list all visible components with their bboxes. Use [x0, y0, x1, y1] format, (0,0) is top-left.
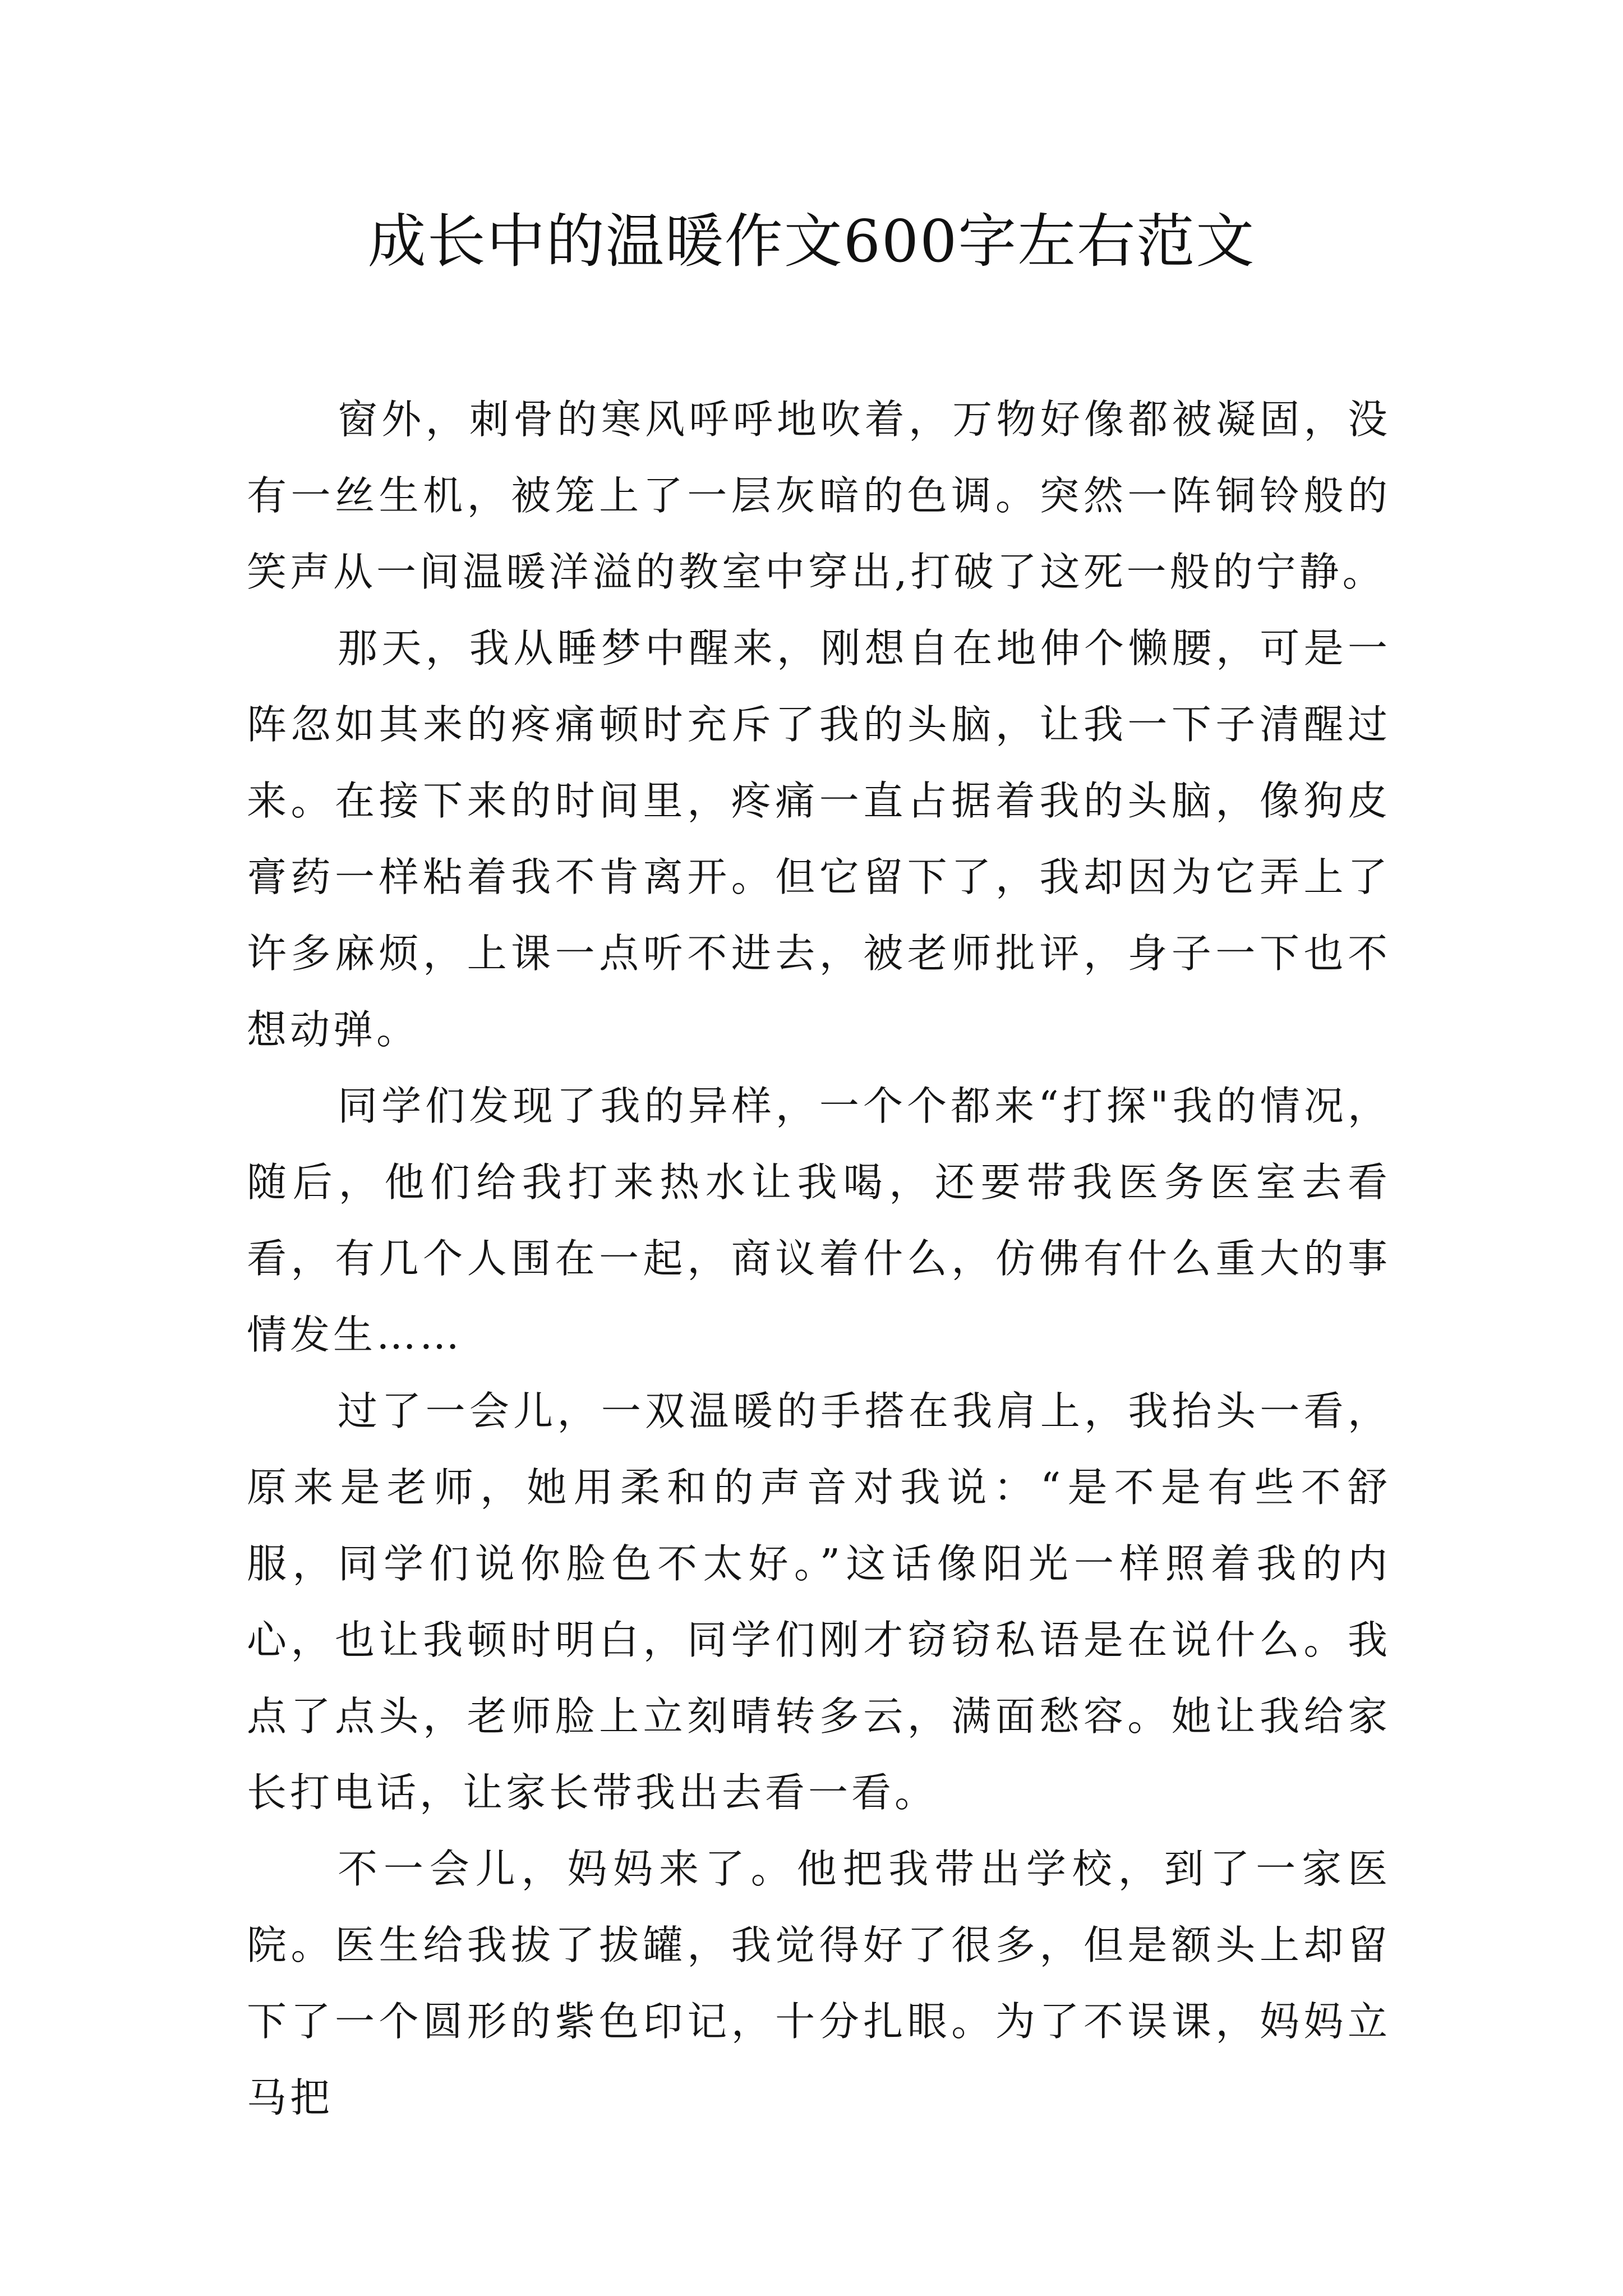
paragraph-1: 窗外，刺骨的寒风呼呼地吹着，万物好像都被凝固，没有一丝生机，被笼上了一层灰暗的色调。突然一阵铜铃般的笑声从一间温暖洋溢的教室中穿出,打破了这死一般的宁静。 — [247, 396, 1391, 595]
paragraph-5: 不一会儿，妈妈来了。他把我带出学校，到了一家医院。医生给我拔了拔罐，我觉得好了很多，但是额头上却留下了一个圆形的紫色印记，十分扎眼。为了不误课，妈妈立马把 — [247, 1846, 1391, 2121]
paragraph-3: 同学们发现了我的异样，一个个都来“打探"我的情况，随后，他们给我打来热水让我喝，还要带我医务医室去看看，有几个人围在一起，商议着什么，仿佛有什么重大的事情发生…… — [247, 1083, 1391, 1358]
paragraph-2: 那天，我从睡梦中醒来，刚想自在地伸个懒腰，可是一阵忽如其来的疼痛顿时充斥了我的头脑，让我一下子清醒过来。在接下来的时间里，疼痛一直占据着我的头脑，像狗皮膏药一样粘着我不肯离开。但它留下了，我却因为它弄上了许多麻烦，上课一点听不进去，被老师批评，身子一下也不想动弹。 — [247, 625, 1391, 1053]
document-title: 成长中的温暖作文600字左右范文 — [367, 207, 1256, 275]
document-body — [247, 381, 1391, 2136]
paragraph-4: 过了一会儿，一双温暖的手搭在我肩上，我抬头一看，原来是老师，她用柔和的声音对我说：“是不是有些不舒服，同学们说你脸色不太好。”这话像阳光一样照着我的内心，也让我顿时明白，同学们刚才窃窃私语是在说什么。我点了点头，老师脸上立刻晴转多云，满面愁容。她让我给家长打电话，让家长带我出去看一看。 — [247, 1388, 1391, 1816]
